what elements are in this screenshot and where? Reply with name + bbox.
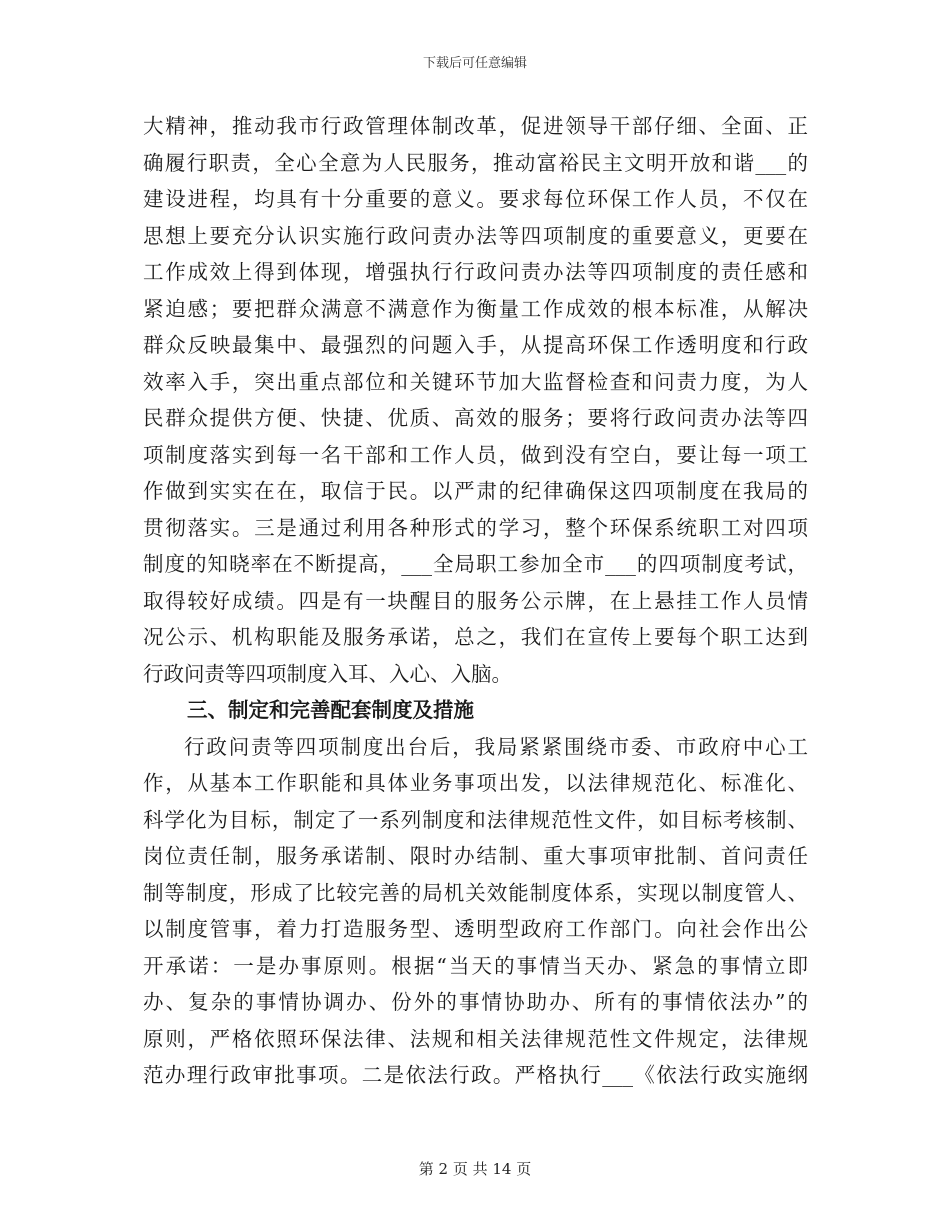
text-line: 办、复杂的事情协调办、份外的事情协助办、所有的事情依法办”的: [143, 990, 808, 1014]
text-line: 取得较好成绩。四是有一块醒目的服务公示牌，在上悬挂工作人员情: [143, 588, 808, 613]
text-line: 作，从基本工作职能和具体业务事项出发，以法律规范化、标准化、: [143, 771, 808, 795]
text-line: 思想上要充分认识实施行政问责办法等四项制度的重要意义，更要在: [143, 223, 808, 248]
text-line: 岗位责任制，服务承诺制、限时办结制、重大事项审批制、首问责任: [143, 844, 808, 868]
text-line: 范办理行政审批事项。二是依法行政。严格执行___《依法行政实施纲: [143, 1063, 808, 1087]
page-footer: 第 2 页 共 14 页: [418, 1160, 532, 1178]
text-line: 紧迫感；要把群众满意不满意作为衡量工作成效的根本标准，从解决: [143, 296, 808, 321]
text-line: 建设进程，均具有十分重要的意义。要求每位环保工作人员，不仅在: [143, 187, 808, 211]
paragraph-2: [143, 729, 808, 1094]
text-line: 贯彻落实。三是通过利用各种形式的学习，整个环保系统职工对四项: [143, 515, 808, 540]
text-line: 况公示、机构职能及服务承诺，总之，我们在宣传上要每个职工达到: [143, 625, 808, 649]
text-line: 效率入手，突出重点部位和关键环节加大监督检查和问责力度，为人: [143, 369, 808, 394]
text-line: 行政问责等四项制度出台后，我局紧紧围绕市委、市政府中心工: [184, 734, 808, 759]
page-header: 下载后可任意编辑: [422, 56, 527, 71]
text-line: 科学化为目标，制定了一系列制度和法律规范性文件，如目标考核制、: [143, 807, 808, 832]
text-line: 确履行职责，全心全意为人民服务，推动富裕民主文明开放和谐___的: [143, 150, 808, 175]
document-body: [143, 108, 808, 1094]
text-line: 行政问责等四项制度入耳、入心、入脑。: [143, 661, 512, 686]
text-line: 项制度落实到每一名干部和工作人员，做到没有空白，要让每一项工: [143, 442, 808, 467]
text-line: 作做到实实在在，取信于民。以严肃的纪律确保这四项制度在我局的: [143, 479, 808, 503]
paragraph-1: [143, 108, 808, 692]
text-line: 制等制度，形成了比较完善的局机关效能制度体系，实现以制度管人、: [143, 880, 808, 905]
section-heading: 三、制定和完善配套制度及措施: [187, 698, 474, 722]
text-line: 工作成效上得到体现，增强执行行政问责办法等四项制度的责任感和: [143, 260, 808, 284]
text-line: 群众反映最集中、最强烈的问题入手，从提高环保工作透明度和行政: [143, 333, 808, 357]
text-line: 开承诺：一是办事原则。根据“当天的事情当天办、紧急的事情立即: [143, 953, 808, 978]
text-line: 制度的知晓率在不断提高，___全局职工参加全市___的四项制度考试，: [143, 552, 808, 576]
text-line: 原则，严格依照环保法律、法规和相关法律规范性文件规定，法律规: [143, 1026, 808, 1051]
text-line: 民群众提供方便、快捷、优质、高效的服务；要将行政问责办法等四: [143, 406, 808, 430]
text-line: 大精神，推动我市行政管理体制改革，促进领导干部仔细、全面、正: [143, 114, 808, 138]
text-line: 以制度管事，着力打造服务型、透明型政府工作部门。向社会作出公: [143, 917, 808, 941]
